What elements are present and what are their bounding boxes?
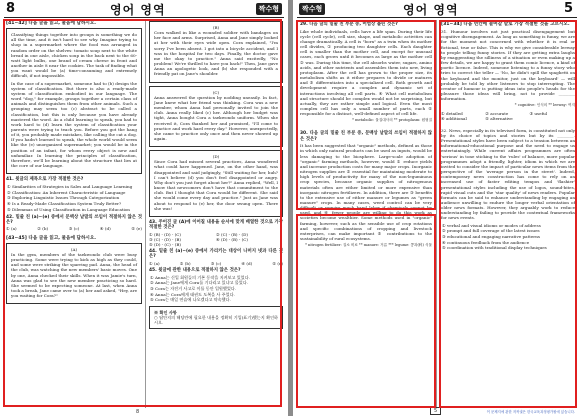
q41-option: ⑤ Dilemmas of Using Classification in Language Education bbox=[7, 206, 130, 212]
label-b: (B) bbox=[212, 25, 220, 30]
page-footer-number: 8 bbox=[136, 409, 140, 415]
q42-option: ③ (c) bbox=[68, 226, 80, 232]
exam-type-badge: 짝수형 bbox=[256, 3, 282, 15]
header-rule bbox=[4, 17, 284, 18]
passage-d: Since Cora had missed several practices, Anna wondered what could have happened. Jane, on the other hand, was disappointed and said judgingly, "Still waiting for her, huh? I can't believe (d) you don't feel disappointed or angry. Why don't you just forget about her?" Anna replied, "Well, I know that newcomers don't have that commitment to the club. But I thought that Cora would be different. She said she would come every day and practice." Just as Jane was about to respond to (e) her, the door swung open. There she was! bbox=[154, 159, 278, 211]
q32-option: ③ educational and engaging narrative patterns bbox=[442, 233, 540, 239]
q41-option: ② Classification: An Inherent Characteristic of Language bbox=[7, 189, 126, 195]
q32-option: ② prompt and full coverage of the latest issues bbox=[442, 228, 540, 234]
q30-gloss: * nitrogen fertilizer: 질소 비료 ** manure: 거름 *** legume: 콩과(科) 식물 bbox=[305, 243, 432, 248]
q32-passage: 32. News, especially in its televised form, is constituted not only by its choice of topics and stories but by its ________. Presentational styles have been subject to a tension between an informational-educational purpose and the need to engage us entertainingly. While current affairs programmes are often 'serious' in tone sticking to the 'rules' of balance, more popular programmes adopt a friendly, lighter, idiom in which we are invited to consider the impact of particular news items from the perspective of the 'average person in the street'. Indeed, contemporary news construction has come to rely on an increased use of faster editing tempos and 'flashier' presentational styles including the use of logos, sound-bites, rapid visual cuts and the 'star quality' of news readers. Popular formats can be said to enhance understanding by engaging an audience unwilling to endure the longer verbal orientation of older news formats. However, they arguably work to reduce understanding by failing to provide the contextual frameworks for news events. bbox=[441, 127, 575, 221]
q41-42-header: [41~42] 다음 글을 읽고, 물음에 답하시오. bbox=[6, 21, 97, 26]
q32-option: ④ continuous feedback from the audience bbox=[442, 239, 530, 245]
highlight-frame-q30 bbox=[296, 214, 436, 408]
page-number: 5 bbox=[563, 1, 573, 16]
passage-a: In the gym, members of the taekwondo club were busy practicing. Some were trying to kick as high as they could, and some were striking the sparring pad. Anna, the head of the club, was watching the new members' basic moves. One by one, Anna checked their skills. When it was Jamie's turn, Anna was glad to see the new member practicing so hard. She seemed to be expecting someone. At last, when Anna took a break, Jane came over to (a) her and asked, "Hey, are you waiting for Cora?" bbox=[11, 251, 137, 299]
q41-stem: 41. 윗글의 제목으로 가장 적절한 것은? bbox=[6, 177, 84, 183]
q42-option: ① (a) bbox=[6, 226, 17, 232]
q43-45-header: [43~45] 다음 글을 읽고, 물음에 답하시오. bbox=[6, 235, 97, 241]
q43-option: ② (C) - (B) - (D) bbox=[216, 231, 248, 237]
q31-option: ① detailed bbox=[441, 110, 463, 116]
q29-gloss: * metabolic: 물질대사의 ** protoplasm: 원형질 bbox=[352, 118, 432, 123]
passage-c: Anna answered the question by nodding uneasily. In fact, Jane knew what her friend was thinking. Cora was a new member, whom Anna had personally invited to join the club. Anna really liked (c) her. Although her budget was tight, Anna bought Cora a taekwondo uniform. When she received it, Cora thanked her and promised, "I'll come to practice and work hard every day." However, unexpectedly, she came to practice only once and then never showed up again. bbox=[154, 94, 278, 141]
q41-option: ④ Is a Ready-Made Classification System Truly Better? bbox=[7, 200, 122, 206]
q31-34-header: [31~34] 다음 빈칸에 들어갈 말로 가장 적절한 것을 고르시오. bbox=[441, 22, 570, 27]
label-d: (D) bbox=[212, 154, 220, 160]
q32-option: ⑤ coordination with traditional display techniques bbox=[442, 245, 547, 251]
page-title: 영어 영역 bbox=[110, 3, 166, 17]
q30-stem: 30. 다음 글의 밑줄 친 부분 중, 문맥상 낱말의 쓰임이 적절하지 않은 것은? bbox=[300, 131, 432, 142]
q31-option: ② accurate bbox=[485, 110, 509, 116]
q31-option: ④ additional bbox=[441, 115, 467, 121]
column-divider bbox=[436, 20, 437, 408]
q31-option: ③ useful bbox=[529, 110, 548, 116]
passage-paragraph: Classifying things together into groups is something we do all the time, and it isn't hard to see why. Imagine trying to shop in a supermarket where the food was arranged in random order on the shelves: tomato soup next to the white bread in one aisle, chicken soup in the back next to the 60-watt light bulbs, one brand of cream cheese in front and another in aisle 8 near the cookies. The task of finding what you want would be (a) time-consuming and extremely difficult, if not impossible. bbox=[11, 32, 137, 79]
q45-option: ⑤ Cora는 매일 연습에 나오겠다고 약속했다. bbox=[150, 297, 231, 303]
q44-option: ③ (c) bbox=[210, 260, 222, 266]
q43-option: ⑤ (D) - (C) - (B) bbox=[149, 241, 181, 247]
q31-passage: 31. Humour involves not just practical disengagement but cognitive disengagement. As long as something is funny, we are for the moment not concerned with whether it is real or fictional, true or false. This is why we give considerable leeway to people telling funny stories. If they are getting extra laughs by exaggerating the silliness of a situation or even making up a few details, we are happy to grant them comic licence, a kind of poetic licence. Indeed, someone listening to a funny story who tries to correct the teller — 'No, he didn't spill the spaghetti on the keyboard and the monitor, just on the keyboard' — will probably be told by other listeners to stop interrupting. The creator of humour is putting ideas into people's heads for the pleasure those ideas will bring, not to provide ________ information. bbox=[441, 29, 575, 102]
q43-option: ③ (C) - (D) - (B) bbox=[149, 236, 181, 242]
check-title: ※ 확인 사항 bbox=[154, 309, 177, 315]
right-page bbox=[293, 0, 581, 416]
copyright-notice: 이 문제지에 관한 저작권은 한국교육과정평가원에 있습니다. bbox=[486, 410, 575, 414]
q44-option: ② (b) bbox=[179, 260, 191, 266]
q42-option: ② (b) bbox=[37, 226, 49, 232]
q45-option: ③ Cora는 자전거 사고로 이틀 동안 입원했었다. bbox=[150, 286, 237, 292]
page-number: 8 bbox=[6, 1, 16, 16]
highlight-frame bbox=[3, 19, 282, 407]
q29-passage: Like whole individuals, cells have a life span. During their life cycle (cell cycle), cell size, shape, and metabolic activities can change dramatically. A cell is "born" as a twin when its mother cell divides, ① producing two daughter cells. Each daughter cell is smaller than the mother cell, and except for unusual cases, each grows until it becomes as large as the mother cell ② was. During this time, the cell absorbs water, sugars, amino acids, and other nutrients and assembles them into new, living protoplasm. After the cell has grown to the proper size, its metabolism shifts as it either prepares to divide or matures and ③ differentiates into a specialized cell. Both growth and development require a complex and dynamic set of interactions involving all cell parts. ④ What cell metabolism and structure should be complex would not be surprising, but actually, they are rather simple and logical. Even the most complex cell has only a small number of parts, each ⑤ responsible for a distinct, well-defined aspect of cell life. bbox=[300, 28, 432, 117]
left-page bbox=[0, 0, 288, 416]
q42-option: ⑤ (e) bbox=[131, 226, 142, 232]
q45-option: ① Anna는 신입 회원들의 기본 동작을 지켜보고 있었다. bbox=[150, 274, 250, 280]
page-title: 영어 영역 bbox=[403, 3, 459, 17]
q32-option: ① verbal and visual idioms or modes of address bbox=[442, 222, 541, 228]
q44-option: ① (a) bbox=[149, 260, 160, 266]
header-rule bbox=[297, 17, 577, 18]
q44-option: ⑤ (e) bbox=[272, 260, 283, 266]
q43-option: ④ (D) - (B) - (C) bbox=[216, 236, 248, 242]
label-c: (C) bbox=[212, 89, 220, 95]
q31-option: ⑤ alternative bbox=[485, 115, 513, 121]
q45-option: ② Anna는 Jane에게 Cora를 기다리고 있냐고 물었다. bbox=[150, 280, 248, 286]
exam-type-badge: 짝수형 bbox=[299, 3, 325, 15]
q30-passage: It has been suggested that "organic" methods, defined as those in which only natural products can be used as inputs, would be less damaging to the biosphere. Large-scale adoption of "organic" farming methods, however, would ① reduce yields and increase production costs for many major crops. Inorganic nitrogen supplies are ② essential for maintaining moderate to high levels of productivity for many of the non-leguminous crop species, because organic supplies of nitrogenous materials often are either limited or more expensive than inorganic nitrogen fertilizers. In addition, there are ③ benefits to the extensive use of either manure or legumes as "green manure" crops. In many cases, weed control can be very difficult or require much hand labor if chemicals cannot be used, and ④ fewer people are willing to do this work as societies become wealthier. Some methods used in "organic" farming, however, such as the sensible use of crop rotations and specific combinations of cropping and livestock enterprises, can make important ⑤ contributions to the sustainability of rural ecosystems. bbox=[300, 143, 432, 242]
q43-option: ① (B) - (D) - (C) bbox=[149, 231, 181, 237]
q41-option: ① Similarities of Strategies in Sales and Language Learning bbox=[7, 183, 133, 189]
q45-stem: 45. 윗글에 관한 내용으로 적절하지 않은 것은? bbox=[149, 268, 241, 274]
q45-option: ④ Anna는 Cora에게 태권도 도복을 사 주었다. bbox=[150, 291, 235, 297]
q44-stem: 44. 밑줄 친 (a)~(e) 중에서 가리키는 대상이 나머지 넷과 다른 것은? bbox=[149, 249, 283, 260]
page-footer-number: 5 bbox=[430, 407, 441, 415]
check-text: ○ 답안지의 해당란에 필요한 내용을 정확히 기입(표기)했는지 확인하시오. bbox=[154, 314, 278, 325]
q44-option: ④ (d) bbox=[241, 260, 253, 266]
label-a: (A) bbox=[70, 246, 78, 252]
passage-b: Cora walked in like a wounded soldier with bandages on her face and arms. Surprised, Anna and Jane simply looked at her with their eyes wide open. Cora explained, "I'm sorry I've been absent. I got into a bicycle accident, and I was in the hospital for two days. Finally, the doctor gave me the okay to practice." Anna said excitedly, "No problem! We're thrilled to have you back!" Then, Jane gave Anna an apologetic look, and (b) she responded with a friendly pat on Jane's shoulder. bbox=[154, 30, 278, 77]
q42-option: ④ (d) bbox=[99, 226, 111, 232]
q43-stem: 43. 주어진 글 (A)에 이어질 내용을 순서에 맞게 배열한 것으로 가장 적절한 것은? bbox=[149, 219, 283, 230]
q31-gloss: * cognitive: 인식의 ** leeway: 여지 bbox=[514, 103, 575, 108]
q41-option: ③ Exploring Linguistic Issues Through Categorization bbox=[7, 195, 120, 201]
q29-stem: 29. 다음 글의 밑줄 친 부분 중, 어법상 틀린 것은? bbox=[300, 22, 398, 27]
highlight-frame-q31-32 bbox=[439, 20, 577, 408]
q42-stem: 42. 밑줄 친 (a)~(e) 중에서 문맥상 낱말의 쓰임이 적절하지 않은 것은? bbox=[6, 214, 142, 225]
highlight-frame-q29 bbox=[296, 20, 436, 210]
passage-paragraph: In the case of a supermarket, someone had to (b) design the system of classification. But there is also a ready-made system of classification embodied in our language. The word "dog," for example, groups together a certain class of animals and distinguishes them from other animals. Such a grouping may seem too (c) abstract to be called a classification, but this is only because you have already mastered the word. As a child learning to speak, you had to work hard to (d) learn the system of classification your parents were trying to teach you. Before you got the hang of it, you probably made mistakes, like calling the cat a dog. If you hadn't learned to speak, the whole world would seem like the (e) unorganized supermarket; you would be in the position of an infant, for whom every object is new and unfamiliar. In learning the principles of classification, therefore, we'll be learning about the structure that lies at the core of our language. bbox=[11, 80, 137, 169]
